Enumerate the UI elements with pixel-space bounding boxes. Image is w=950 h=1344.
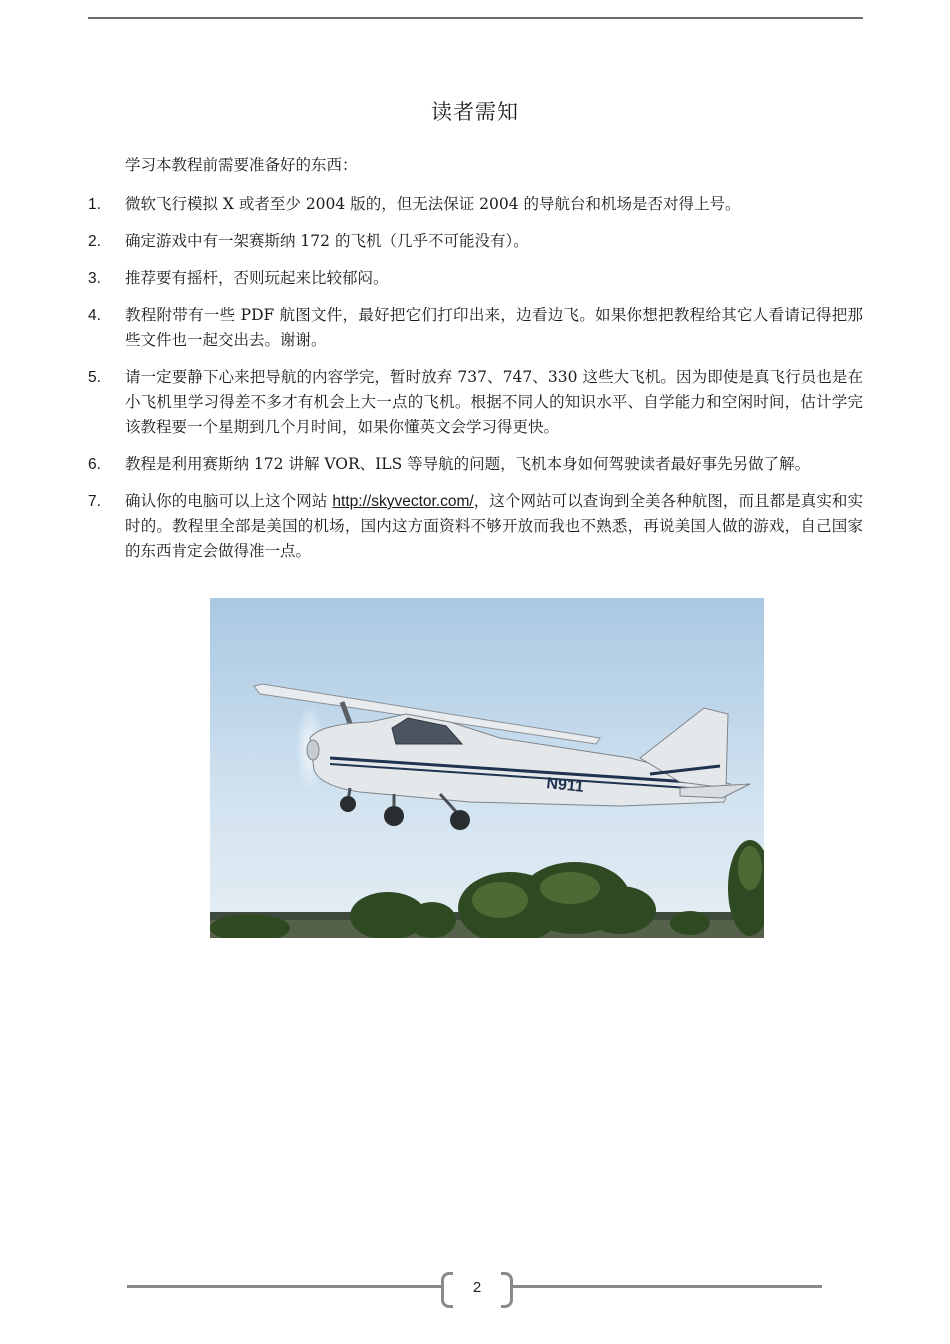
bracket-left-icon bbox=[441, 1272, 453, 1308]
skyvector-link[interactable]: http://skyvector.com/ bbox=[332, 493, 474, 510]
item-number: 7. bbox=[88, 493, 101, 510]
item-text: 推荐要有摇杆，否则玩起来比较郁闷。 bbox=[125, 269, 389, 287]
item-text-before: 确认你的电脑可以上这个网站 bbox=[125, 492, 333, 510]
requirements-list bbox=[88, 192, 863, 576]
list-item bbox=[88, 229, 863, 254]
item-text bbox=[125, 489, 863, 564]
item-text: 确定游戏中有一架赛斯纳 172 的飞机（几乎不可能没有）。 bbox=[125, 232, 529, 250]
item-number: 3. bbox=[88, 270, 101, 287]
list-item bbox=[88, 452, 863, 477]
item-number: 2. bbox=[88, 233, 101, 250]
item-text: 教程是利用赛斯纳 172 讲解 VOR、ILS 等导航的问题，飞机本身如何驾驶读者最好事先另做了解。 bbox=[125, 455, 811, 473]
header-rule bbox=[88, 17, 863, 19]
item-text: 请一定要静下心来把导航的内容学完，暂时放弃 737、747、330 这些大飞机。因为即使是真飞行员也是在小飞机里学习得差不多才有机会上大一点的飞机。根据不同人的知识水平、自学能力和空闲时间，估计学完该教程要一个星期到几个月时间，如果你懂英文会学习得更快。 bbox=[125, 368, 863, 436]
list-item bbox=[88, 365, 863, 440]
list-item bbox=[88, 266, 863, 291]
bracket-right-icon bbox=[501, 1272, 513, 1308]
item-text-after: ，这个网站可以查询到全美各种航图，而且都是真实和实时的。教程里全部是美国的机场，国内这方面资料不够开放而我也不熟悉，再说美国人做的游戏，自己国家的东西肯定会做得准一点。 bbox=[125, 492, 863, 560]
page-title: 读者需知 bbox=[431, 100, 519, 124]
footer-rule-right bbox=[513, 1285, 822, 1288]
item-number: 1. bbox=[88, 196, 101, 213]
item-number: 6. bbox=[88, 456, 101, 473]
tail-number-label: N911 bbox=[545, 775, 585, 796]
item-number: 5. bbox=[88, 369, 101, 386]
page-number-box bbox=[441, 1272, 513, 1304]
list-item bbox=[88, 192, 863, 217]
list-item bbox=[88, 489, 863, 564]
item-text: 教程附带有一些 PDF 航图文件，最好把它们打印出来，边看边飞。如果你想把教程给其它人看请记得把那些文件也一起交出去。谢谢。 bbox=[125, 306, 863, 349]
list-item bbox=[88, 303, 863, 353]
page-number: 2 bbox=[472, 1279, 482, 1296]
intro-text: 学习本教程前需要准备好的东西： bbox=[125, 156, 358, 174]
item-text: 微软飞行模拟 X 或者至少 2004 版的，但无法保证 2004 的导航台和机场是否对得上号。 bbox=[125, 195, 741, 213]
item-number: 4. bbox=[88, 307, 101, 324]
cessna-172-photo bbox=[210, 598, 764, 938]
footer-rule-left bbox=[127, 1285, 441, 1288]
